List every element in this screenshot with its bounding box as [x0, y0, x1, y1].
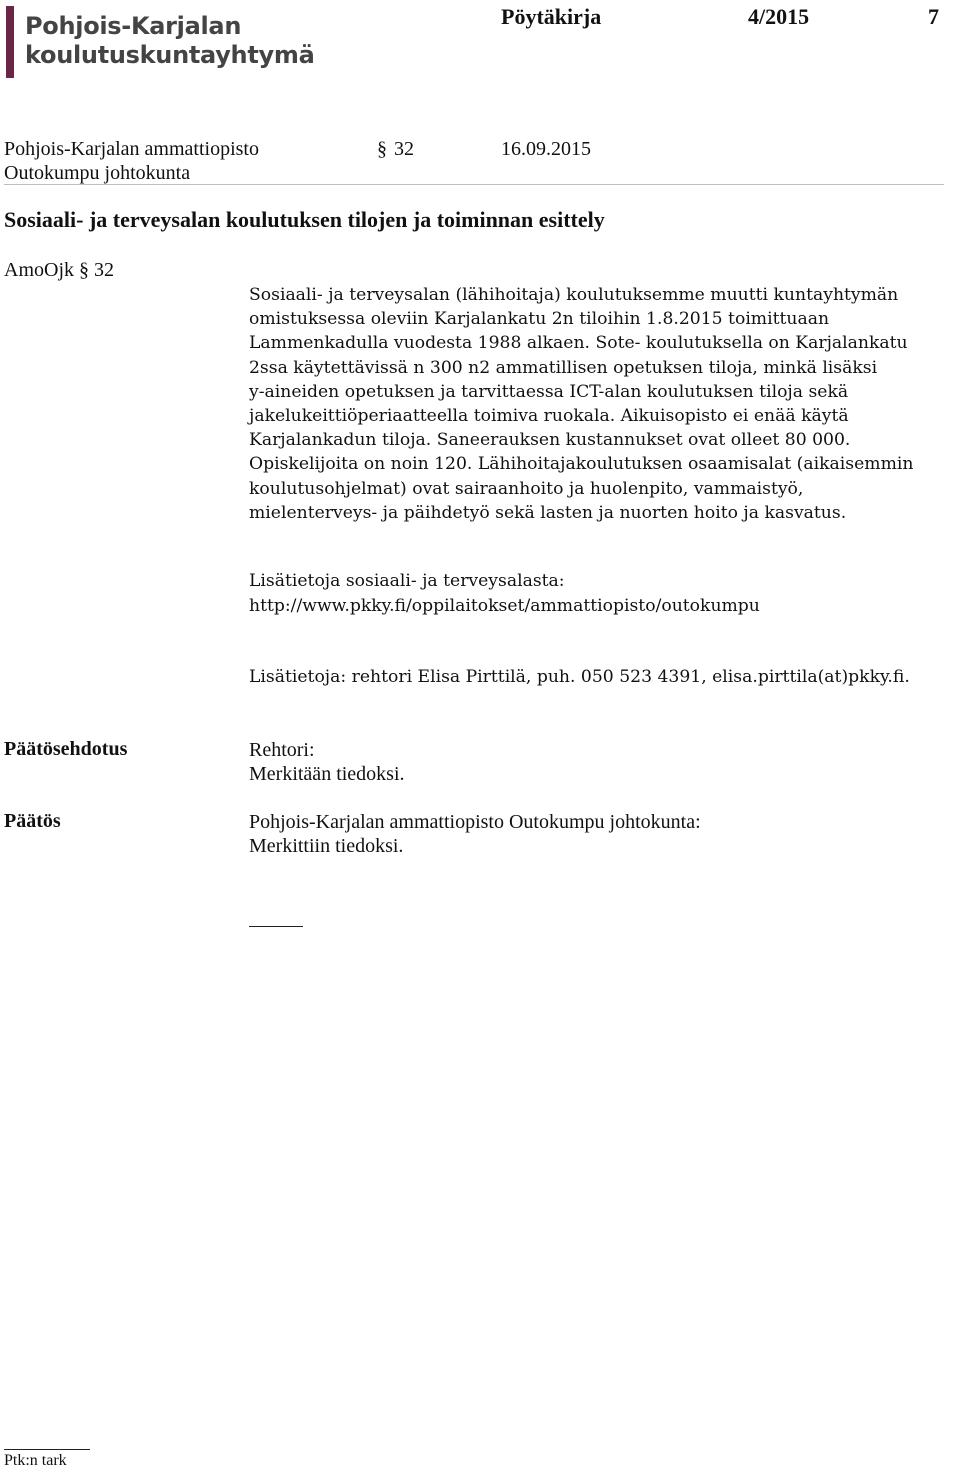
info-label: Lisätietoja sosiaali- ja terveysalasta: [249, 571, 565, 591]
section-symbol: § [377, 138, 387, 160]
body-line: Sosiaali- ja terveysalan (lähihoitaja) koulutuksemme muutti kuntayhtymän [249, 285, 899, 305]
decision-text [249, 810, 701, 858]
meeting-body: Outokumpu johtokunta [4, 162, 191, 184]
body-paragraph [249, 283, 913, 525]
info-url: http://www.pkky.fi/oppilaitokset/ammattiopisto/outokumpu [249, 596, 760, 616]
body-line: 2ssa käytettävissä n 300 n2 ammatillisen opetuksen tiloja, minkä lisäksi [249, 357, 878, 378]
body-line: omistuksessa oleviin Karjalankatu 2n tiloihin 1.8.2015 toimittuaan [249, 309, 830, 330]
logo-line-2: koulutuskuntayhtymä [25, 41, 315, 69]
info-block [249, 569, 760, 619]
proposal-line-2: Merkitään tiedoksi. [249, 763, 405, 785]
body-line: jakelukeittiöperiaatteella toimiva ruokala. Aikuisopisto ei enää käytä [249, 406, 849, 427]
body-line: mielenterveys- ja päihdetyö sekä lasten ja nuorten hoito ja kasvatus. [249, 502, 847, 523]
body-line: Opiskelijoita on noin 120. Lähihoitajakoulutuksen osaamisalat (aikaisemmin [249, 454, 914, 475]
proposal-text [249, 738, 405, 786]
logo-bar [6, 6, 14, 78]
section-number: 32 [394, 138, 414, 160]
footer-signature-line [4, 1449, 90, 1450]
footer-label: Ptk:n tark [4, 1452, 67, 1469]
body-line: Lammenkadulla vuodesta 1988 alkaen. Sote- koulutuksella on Karjalankatu [249, 333, 908, 354]
organization-logo [25, 12, 314, 70]
end-separator [249, 926, 303, 927]
page-title: Sosiaali- ja terveysalan koulutuksen tilojen ja toiminnan esittely [4, 207, 605, 232]
section-reference: AmoOjk § 32 [4, 259, 114, 281]
body-line: koulutusohjelmat) ovat sairaanhoito ja huolenpito, vammaistyö, [249, 478, 804, 499]
contact-info: Lisätietoja: rehtori Elisa Pirttilä, puh. 050 523 4391, elisa.pirttila(at)pkky.fi. [249, 667, 910, 687]
meeting-organization: Pohjois-Karjalan ammattiopisto [4, 138, 259, 160]
document-number: 4/2015 [748, 4, 810, 29]
header-rule [4, 184, 944, 185]
decision-label: Päätös [4, 810, 61, 832]
meeting-date: 16.09.2015 [501, 138, 591, 160]
proposal-line-1: Rehtori: [249, 739, 315, 761]
document-type: Pöytäkirja [501, 4, 602, 29]
decision-line-1: Pohjois-Karjalan ammattiopisto Outokumpu johtokunta: [249, 811, 701, 833]
proposal-label: Päätösehdotus [4, 738, 128, 760]
page-number: 7 [928, 4, 939, 29]
body-line: y-aineiden opetuksen ja tarvittaessa ICT-alan koulutuksen tiloja sekä [249, 381, 849, 402]
body-line: Karjalankadun tiloja. Saneerauksen kustannukset ovat olleet 80 000. [249, 430, 851, 451]
decision-line-2: Merkittiin tiedoksi. [249, 835, 404, 857]
logo-line-1: Pohjois-Karjalan [25, 12, 242, 40]
